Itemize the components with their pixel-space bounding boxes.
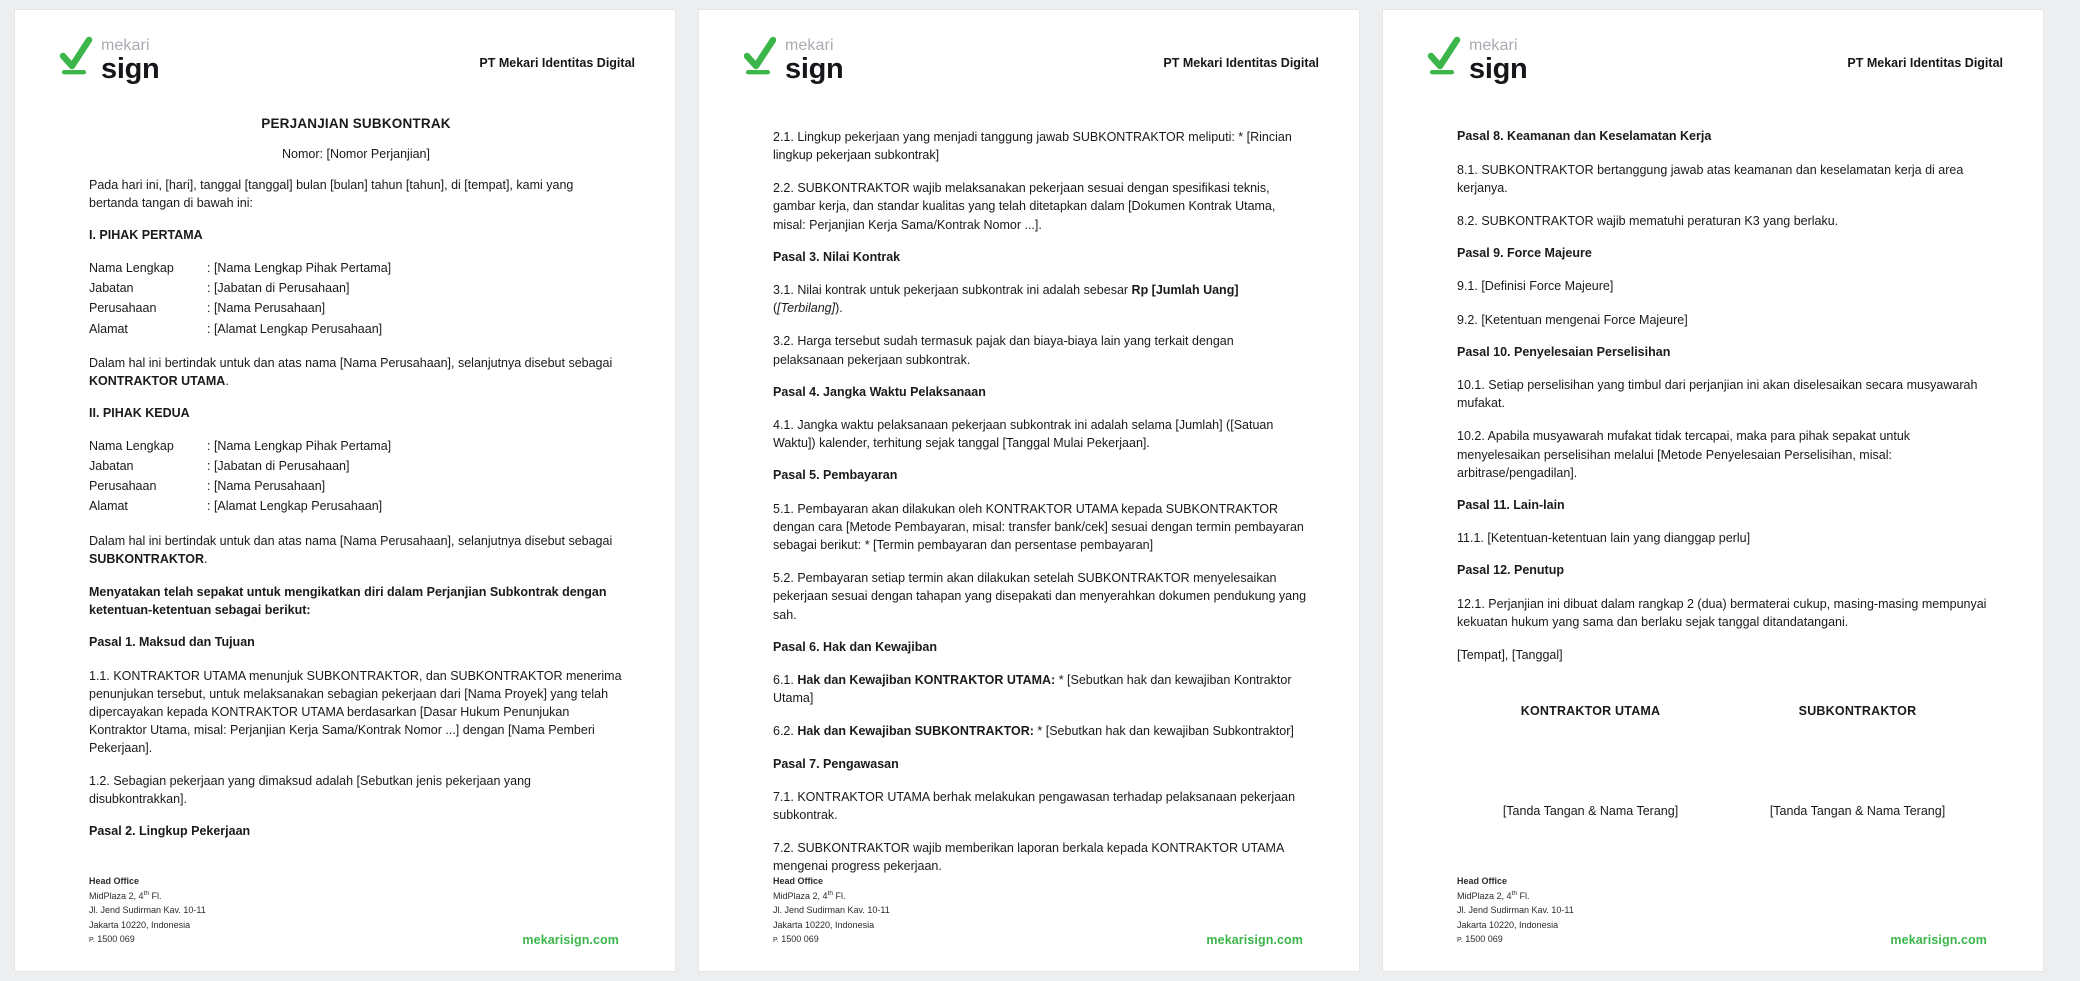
contract-value-words: [Terbilang]: [777, 301, 836, 316]
head-office-title: Head Office: [89, 876, 140, 887]
address-line-2: Jl. Jend Sudirman Kav. 10-11: [1457, 905, 1574, 916]
green-check-icon: [59, 36, 93, 78]
clause-6-2-label: Hak dan Kewajiban SUBKONTRAKTOR:: [797, 724, 1034, 739]
clause-10-1: 10.1. Setiap perselisihan yang timbul dari perjanjian ini akan diselesaikan secara musyawarah mufakat.: [1457, 378, 1978, 411]
address-line-3: Jakarta 10220, Indonesia: [89, 919, 191, 930]
clause-6-1: 6.1. Hak dan Kewajiban KONTRAKTOR UTAMA: * [Sebutkan hak dan kewajiban Kontraktor Utama]: [773, 673, 1292, 706]
address-line-2: Jl. Jend Sudirman Kav. 10-11: [773, 905, 890, 916]
document-page-3: [1383, 10, 2043, 971]
party-detail-row: [89, 278, 623, 298]
head-office-title: Head Office: [1457, 876, 1508, 887]
party-detail-label: Nama Lengkap: [89, 438, 174, 453]
page-header: [733, 36, 1325, 94]
clause-7-2: 7.2. SUBKONTRAKTOR wajib memberikan laporan berkala kepada KONTRAKTOR UTAMA mengenai progress pekerjaan.: [773, 841, 1284, 874]
signature-role-left: KONTRAKTOR UTAMA: [1520, 704, 1661, 719]
party-detail-value: : [Alamat Lengkap Perusahaan]: [207, 499, 383, 514]
company-name: PT Mekari Identitas Digital: [1163, 56, 1319, 70]
clause-3-2: 3.2. Harga tersebut sudah termasuk pajak dan biaya-biaya lain yang terkait dengan pelaksanaan pekerjaan subkontrak.: [773, 334, 1234, 367]
address-line-1: MidPlaza 2, 4th Fl.: [89, 889, 162, 901]
party-detail-label: Alamat: [89, 321, 128, 336]
document-number: Nomor: [Nomor Perjanjian]: [282, 147, 430, 161]
clause-10-2: 10.2. Apabila musyawarah mufakat tidak tercapai, maka para pihak sepakat untuk menyelesaikan perselisihan melalui [Metode Penyelesaian Perselisihan, misal: arbitrase/pengadilan].: [1457, 429, 1911, 480]
company-name: PT Mekari Identitas Digital: [479, 56, 635, 70]
party-1-note-text: Dalam hal ini bertindak untuk dan atas nama [Nama Perusahaan], selanjutnya disebut sebagai: [89, 355, 613, 370]
party-detail-label: Nama Lengkap: [89, 260, 174, 275]
clause-9-1: 9.1. [Definisi Force Majeure]: [1457, 279, 1614, 294]
pasal-1-heading: Pasal 1. Maksud dan Tujuan: [89, 635, 255, 649]
party-detail-row: [89, 298, 623, 318]
page-footer: [49, 874, 641, 971]
party-detail-label: Perusahaan: [89, 301, 157, 316]
party-detail-row: [89, 258, 623, 278]
signature-name-left: [Tanda Tangan & Nama Terang]: [1502, 804, 1679, 819]
clause-2-2: 2.2. SUBKONTRAKTOR wajib melaksanakan pekerjaan sesuai dengan spesifikasi teknis, gambar kerja, dan standar kualitas yang telah ditetapkan dalam [Dokumen Kontrak Utama, misal: Perjanjian Kerja Sama/Kontrak Nomor ...].: [773, 181, 1276, 232]
clause-1-2: 1.2. Sebagian pekerjaan yang dimaksud adalah [Sebutkan jenis pekerjaan yang disubkontrakkan].: [89, 774, 531, 807]
mekari-sign-logo: [1417, 36, 1527, 84]
logo-text-mekari: mekari: [785, 37, 834, 54]
mekari-sign-logo: [733, 36, 843, 84]
signature-area: [1457, 704, 1991, 818]
pasal-5-heading: Pasal 5. Pembayaran: [773, 468, 898, 483]
party-detail-label: Jabatan: [89, 458, 134, 473]
head-office-block: [89, 874, 206, 947]
party-detail-row: [89, 476, 623, 496]
green-check-icon: [1427, 36, 1461, 78]
clause-9-2: 9.2. [Ketentuan mengenai Force Majeure]: [1457, 312, 1688, 327]
head-office-block: [773, 874, 890, 947]
page-footer: [1417, 874, 2009, 971]
party-detail-value: : [Jabatan di Perusahaan]: [207, 458, 350, 473]
clause-6-2: 6.2. Hak dan Kewajiban SUBKONTRAKTOR: * [Sebutkan hak dan kewajiban Subkontraktor]: [773, 724, 1294, 739]
place-and-date: [Tempat], [Tanggal]: [1457, 648, 1563, 663]
pasal-2-heading: Pasal 2. Lingkup Pekerjaan: [89, 824, 251, 839]
page-3-content: [1417, 94, 2009, 874]
signature-space-left[interactable]: [1457, 718, 1724, 804]
agreement-statement: Menyatakan telah sepakat untuk mengikatkan diri dalam Perjanjian Subkontrak dengan ketentuan-ketentuan sebagai berikut:: [89, 584, 607, 617]
clause-7-1: 7.1. KONTRAKTOR UTAMA berhak melakukan pengawasan terhadap pelaksanaan pekerjaan subkontrak.: [773, 790, 1296, 823]
party-detail-label: Alamat: [89, 499, 128, 514]
opening-paragraph: Pada hari ini, [hari], tanggal [tanggal] bulan [bulan] tahun [tahun], di [tempat], kami yang bertanda tangan di bawah ini:: [89, 178, 574, 211]
document-page-1: [15, 10, 675, 971]
pasal-11-heading: Pasal 11. Lain-lain: [1457, 497, 1565, 512]
party-detail-value: : [Alamat Lengkap Perusahaan]: [207, 321, 383, 336]
logo-text-mekari: mekari: [101, 37, 150, 54]
page-1-content: [49, 94, 641, 874]
green-check-icon: [743, 36, 777, 78]
pasal-3-heading: Pasal 3. Nilai Kontrak: [773, 249, 901, 264]
address-line-3: Jakarta 10220, Indonesia: [1457, 919, 1559, 930]
clause-12-1: 12.1. Perjanjian ini dibuat dalam rangkap 2 (dua) bermaterai cukup, masing-masing mempunyai kekuatan hukum yang sama dan berlaku sejak tanggal ditandatangani.: [1457, 596, 1987, 629]
party-detail-label: Jabatan: [89, 281, 134, 295]
party-1-details: [89, 258, 623, 339]
company-name: PT Mekari Identitas Digital: [1847, 56, 2003, 70]
logo-text-mekari: mekari: [1469, 37, 1518, 54]
head-office-block: [1457, 874, 1574, 947]
signature-block-kontraktor-utama: [1457, 704, 1724, 818]
clause-1-1: 1.1. KONTRAKTOR UTAMA menunjuk SUBKONTRAKTOR, dan SUBKONTRAKTOR menerima penunjukan tersebut, untuk melaksanakan sebagian pekerjaan dari [Nama Proyek] yang telah dipercayakan kepada KONTRAKTOR UTAMA berdasarkan [Dasar Hukum Penunjukan Kontraktor Utama, misal: Perjanjian Kerja Sama/Kontrak Nomor ...] dengan [Nama Pemberi Pekerjaan].: [89, 668, 622, 755]
document-page-2: [699, 10, 1359, 971]
signature-name-right: [Tanda Tangan & Nama Terang]: [1769, 804, 1946, 819]
signature-space-right[interactable]: [1724, 718, 1991, 804]
address-line-1: MidPlaza 2, 4th Fl.: [773, 889, 846, 901]
logo-text-sign: sign: [785, 53, 844, 85]
party-1-note: [89, 354, 623, 390]
party-detail-value: : [Nama Lengkap Pihak Pertama]: [207, 438, 392, 453]
party-detail-value: : [Nama Lengkap Pihak Pertama]: [207, 260, 392, 275]
party-2-heading: II. PIHAK KEDUA: [89, 406, 190, 420]
clause-8-1: 8.1. SUBKONTRAKTOR bertanggung jawab atas keamanan dan keselamatan kerja di area kerjanya.: [1457, 162, 1964, 195]
clause-5-2: 5.2. Pembayaran setiap termin akan dilakukan setelah SUBKONTRAKTOR menyelesaikan pekerjaan sesuai dengan tahapan yang disepakati dan menyerahkan dokumen pendukung yang sah.: [773, 571, 1307, 622]
pasal-6-heading: Pasal 6. Hak dan Kewajiban: [773, 639, 937, 654]
website-link[interactable]: mekarisign.com: [1206, 933, 1303, 947]
pasal-4-heading: Pasal 4. Jangka Waktu Pelaksanaan: [773, 384, 986, 399]
website-link[interactable]: mekarisign.com: [1890, 933, 1987, 947]
clause-3-1: 3.1. Nilai kontrak untuk pekerjaan subkontrak ini adalah sebesar Rp [Jumlah Uang] ([Terbilang]).: [773, 283, 1239, 316]
party-detail-label: Perusahaan: [89, 479, 157, 493]
phone-line: P. 1500 069: [773, 934, 819, 945]
party-detail-value: : [Nama Perusahaan]: [207, 301, 326, 316]
document-title: PERJANJIAN SUBKONTRAK: [261, 116, 451, 131]
party-detail-value: : [Nama Perusahaan]: [207, 479, 326, 493]
clause-11-1: 11.1. [Ketentuan-ketentuan lain yang dianggap perlu]: [1457, 531, 1751, 546]
page-header: [1417, 36, 2009, 94]
party-1-heading: I. PIHAK PERTAMA: [89, 228, 203, 243]
signature-block-subkontraktor: [1724, 704, 1991, 818]
party-detail-value: : [Jabatan di Perusahaan]: [207, 281, 350, 295]
phone-line: P. 1500 069: [1457, 934, 1503, 945]
party-detail-row: [89, 496, 623, 516]
party-2-note-text: Dalam hal ini bertindak untuk dan atas nama [Nama Perusahaan], selanjutnya disebut sebagai: [89, 533, 613, 548]
clause-5-1: 5.1. Pembayaran akan dilakukan oleh KONTRAKTOR UTAMA kepada SUBKONTRAKTOR dengan cara [Metode Pembayaran, misal: transfer bank/cek] sesuai dengan termin pembayaran sebagai berikut: * [Termin pembayaran dan persentase pembayaran]: [773, 501, 1304, 553]
clause-2-1: 2.1. Lingkup pekerjaan yang menjadi tanggung jawab SUBKONTRAKTOR meliputi: * [Rincian lingkup pekerjaan subkontrak]: [773, 130, 1292, 163]
signature-role-right: SUBKONTRAKTOR: [1798, 704, 1917, 719]
pasal-7-heading: Pasal 7. Pengawasan: [773, 756, 899, 771]
address-line-2: Jl. Jend Sudirman Kav. 10-11: [89, 905, 206, 916]
website-link[interactable]: mekarisign.com: [522, 933, 619, 947]
phone-line: P. 1500 069: [89, 934, 135, 945]
party-detail-row: [89, 436, 623, 456]
party-2-note-end: .: [204, 551, 208, 566]
party-detail-row: [89, 456, 623, 476]
clause-4-1: 4.1. Jangka waktu pelaksanaan pekerjaan subkontrak ini adalah selama [Jumlah] ([Satuan Waktu]) kalender, terhitung sejak tanggal [Tanggal Mulai Pekerjaan].: [773, 418, 1274, 451]
pasal-12-heading: Pasal 12. Penutup: [1457, 563, 1564, 578]
page-2-content: [733, 94, 1325, 874]
party-1-note-end: .: [225, 373, 229, 388]
address-line-1: MidPlaza 2, 4th Fl.: [1457, 889, 1530, 901]
party-2-details: [89, 436, 623, 517]
clause-6-1-label: Hak dan Kewajiban KONTRAKTOR UTAMA:: [797, 673, 1056, 688]
clause-8-2: 8.2. SUBKONTRAKTOR wajib mematuhi peraturan K3 yang berlaku.: [1457, 213, 1839, 228]
mekari-sign-logo: [49, 36, 159, 84]
party-2-note: [89, 532, 623, 568]
page-header: [49, 36, 641, 94]
pasal-9-heading: Pasal 9. Force Majeure: [1457, 245, 1592, 260]
party-1-role: KONTRAKTOR UTAMA: [89, 373, 226, 388]
logo-text-sign: sign: [1469, 53, 1528, 85]
party-detail-row: [89, 319, 623, 339]
head-office-title: Head Office: [773, 876, 824, 887]
contract-value: Rp [Jumlah Uang]: [1131, 283, 1239, 298]
address-line-3: Jakarta 10220, Indonesia: [773, 919, 875, 930]
party-2-role: SUBKONTRAKTOR: [89, 551, 205, 566]
page-footer: [733, 874, 1325, 971]
pasal-10-heading: Pasal 10. Penyelesaian Perselisihan: [1457, 344, 1671, 359]
pasal-8-heading: Pasal 8. Keamanan dan Keselamatan Kerja: [1457, 129, 1712, 143]
logo-text-sign: sign: [101, 53, 160, 85]
